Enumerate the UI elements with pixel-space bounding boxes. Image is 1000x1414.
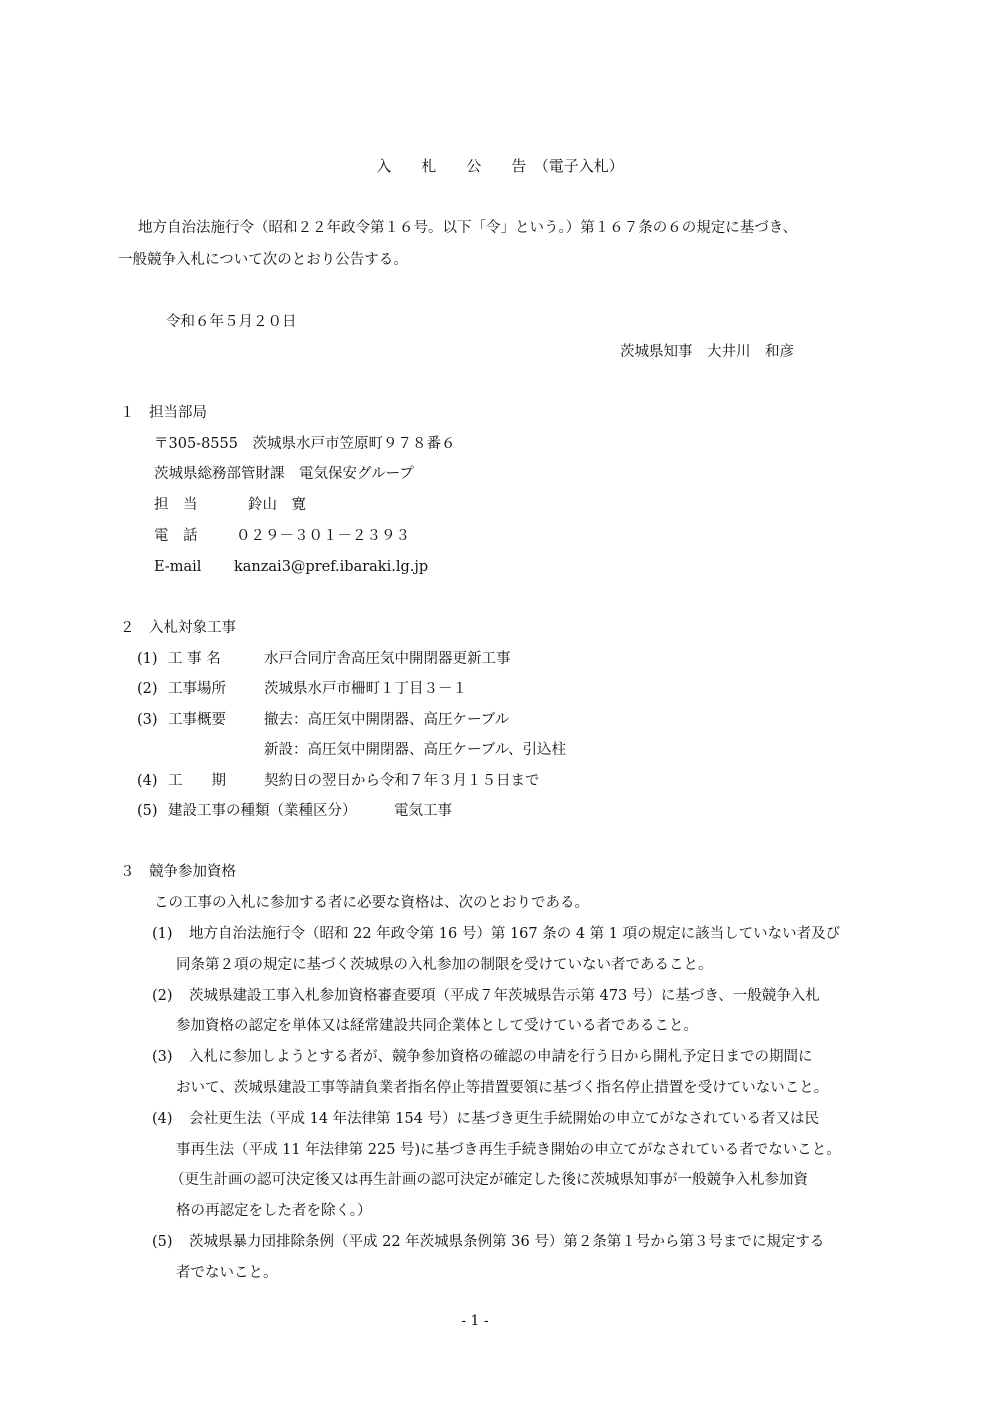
section3-item-line: 同条第２項の規定に基づく茨城県の入札参加の制限を受けていない者であること。: [176, 957, 713, 973]
section1-department: 茨城県総務部管財課 電気保安グループ: [154, 466, 414, 482]
section2-item-num: (2): [137, 681, 158, 697]
section3-item-line: 入札に参加しようとする者が、競争参加資格の確認の申請を行う日から開札予定日までの期間に: [189, 1049, 813, 1065]
section3-item-line: 参加資格の認定を単体又は経常建設共同企業体として受けている者であること。: [176, 1018, 698, 1034]
section3-item-line: 格の再認定をした者を除く。）: [176, 1203, 372, 1219]
section1-person-label: 担 当: [154, 497, 198, 513]
section3-item-line: 会社更生法（平成 14 年法律第 154 号）に基づき更生手続開始の申立てがなされている者又は民: [189, 1111, 820, 1127]
intro-line-2: 一般競争入札について次のとおり公告する。: [118, 252, 408, 268]
notice-date: 令和６年５月２０日: [166, 314, 297, 330]
section2-item-num: (1): [137, 651, 158, 667]
section3-lead: この工事の入札に参加する者に必要な資格は、次のとおりである。: [154, 895, 589, 911]
section2-item-num: (3): [137, 712, 158, 728]
section2-item-label: 工 期: [168, 773, 226, 789]
section3-item-num: (5): [152, 1234, 173, 1250]
section3-item-num: (1): [152, 926, 173, 942]
section3-item-line: 茨城県建設工事入札参加資格審査要項（平成７年茨城県告示第 473 号）に基づき、一般競争入札: [189, 988, 820, 1004]
section2-item-value: 撤去：高圧気中開閉器、高圧ケーブル: [264, 712, 510, 728]
section2-item-num: (5): [137, 803, 158, 819]
document-title: 入 札 公 告 （電子入札）: [376, 157, 624, 175]
section2-item-value-2: 新設：高圧気中開閉器、高圧ケーブル、引込柱: [264, 742, 567, 758]
section1-phone-value: ０２９－３０１－２３９３: [236, 528, 410, 544]
section3-item-line: （更生計画の認可決定後又は再生計画の認可決定が確定した後に茨城県知事が一般競争入札参加資: [170, 1172, 808, 1188]
section1-phone-label: 電 話: [154, 528, 198, 544]
section2-item-label: 建設工事の種類（業種区分）: [168, 803, 357, 819]
section2-item-value: 茨城県水戸市柵町１丁目３－１: [264, 681, 467, 697]
section2-heading: ２ 入札対象工事: [120, 620, 236, 636]
section3-item-line: 地方自治法施行令（昭和 22 年政令第 16 号）第 167 条の 4 第 1 項の規定に該当していない者及び: [189, 926, 841, 942]
section2-item-value: 電気工事: [394, 803, 452, 819]
section3-item-line: 茨城県暴力団排除条例（平成 22 年茨城県条例第 36 号）第２条第１号から第３号までに規定する: [189, 1234, 825, 1250]
section3-item-num: (4): [152, 1111, 173, 1127]
section3-item-num: (2): [152, 988, 173, 1004]
section3-item-line: おいて、茨城県建設工事等請負業者指名停止等措置要領に基づく指名停止措置を受けていないこと。: [176, 1080, 829, 1096]
section1-address: 〒305-8555 茨城県水戸市笠原町９７８番６: [154, 436, 456, 452]
section1-email-label: E-mail: [154, 559, 202, 575]
section3-item-line: 者でないこと。: [176, 1265, 278, 1281]
section2-item-label: 工事概要: [168, 712, 226, 728]
section3-heading: ３ 競争参加資格: [120, 864, 236, 880]
section3-item-line: 事再生法（平成 11 年法律第 225 号)に基づき再生手続き開始の申立てがなされている者でないこと。: [176, 1142, 841, 1158]
issuer: 茨城県知事 大井川 和彦: [620, 344, 794, 360]
page-number: - 1 -: [461, 1313, 489, 1329]
intro-line-1: 地方自治法施行令（昭和２２年政令第１６号。以下「令」という。）第１６７条の６の規定に基づき、: [138, 220, 798, 236]
section2-item-label: 工事場所: [168, 681, 226, 697]
section2-item-value: 水戸合同庁舎高圧気中開閉器更新工事: [264, 651, 511, 667]
section2-item-num: (4): [137, 773, 158, 789]
section1-heading: １ 担当部局: [120, 405, 207, 421]
section1-email-value: kanzai3@pref.ibaraki.lg.jp: [234, 559, 429, 575]
section2-item-value: 契約日の翌日から令和７年３月１５日まで: [264, 773, 540, 789]
section3-item-num: (3): [152, 1049, 173, 1065]
section1-person-value: 鈴山 寛: [248, 497, 306, 513]
section2-item-label: 工 事 名: [168, 651, 221, 667]
